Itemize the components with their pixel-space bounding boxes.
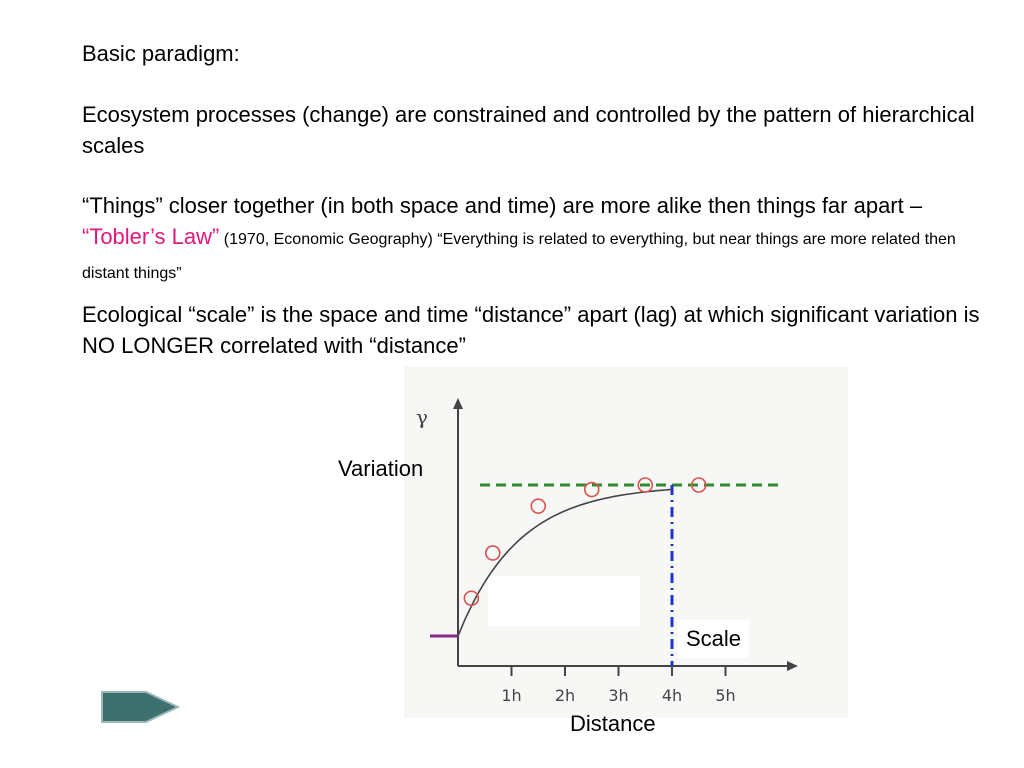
- para2-citation: (1970, Economic Geography) “Everything is related to everything, but near things are more related then distant things”: [82, 231, 956, 282]
- paragraph-toblers-law: [82, 190, 982, 289]
- paragraph-ecological-scale: Ecological “scale” is the space and time “distance” apart (lag) at which significant variation is NO LONGER correlated with “distance”: [82, 302, 980, 358]
- para2-lead: “Things” closer together (in both space and time) are more alike then things far apart –: [82, 193, 923, 218]
- distance-label: Distance: [570, 711, 656, 736]
- variation-label: Variation: [338, 456, 424, 481]
- x-tick-label: 5h: [715, 686, 736, 705]
- semivariogram-chart: [404, 366, 848, 718]
- paragraph-ecosystem-processes: Ecosystem processes (change) are constrained and controlled by the pattern of hierarchical scales: [82, 102, 975, 158]
- x-ticks: [501, 666, 735, 705]
- label-backdrop: [488, 576, 640, 626]
- x-tick-label: 4h: [661, 686, 683, 705]
- right-arrow-icon[interactable]: [100, 688, 182, 726]
- x-tick-label: 3h: [608, 686, 629, 705]
- toblers-law-highlight: “Tobler’s Law”: [82, 224, 220, 249]
- heading: Basic paradigm:: [82, 41, 240, 66]
- data-point: [531, 499, 545, 513]
- semivariogram-figure: [404, 366, 848, 718]
- x-tick-label: 2h: [554, 686, 576, 705]
- data-point: [486, 546, 500, 560]
- x-tick-label: 1h: [501, 686, 522, 705]
- data-point: [585, 483, 599, 497]
- y-axis-label: γ: [416, 405, 428, 429]
- scale-label: Scale: [678, 620, 749, 658]
